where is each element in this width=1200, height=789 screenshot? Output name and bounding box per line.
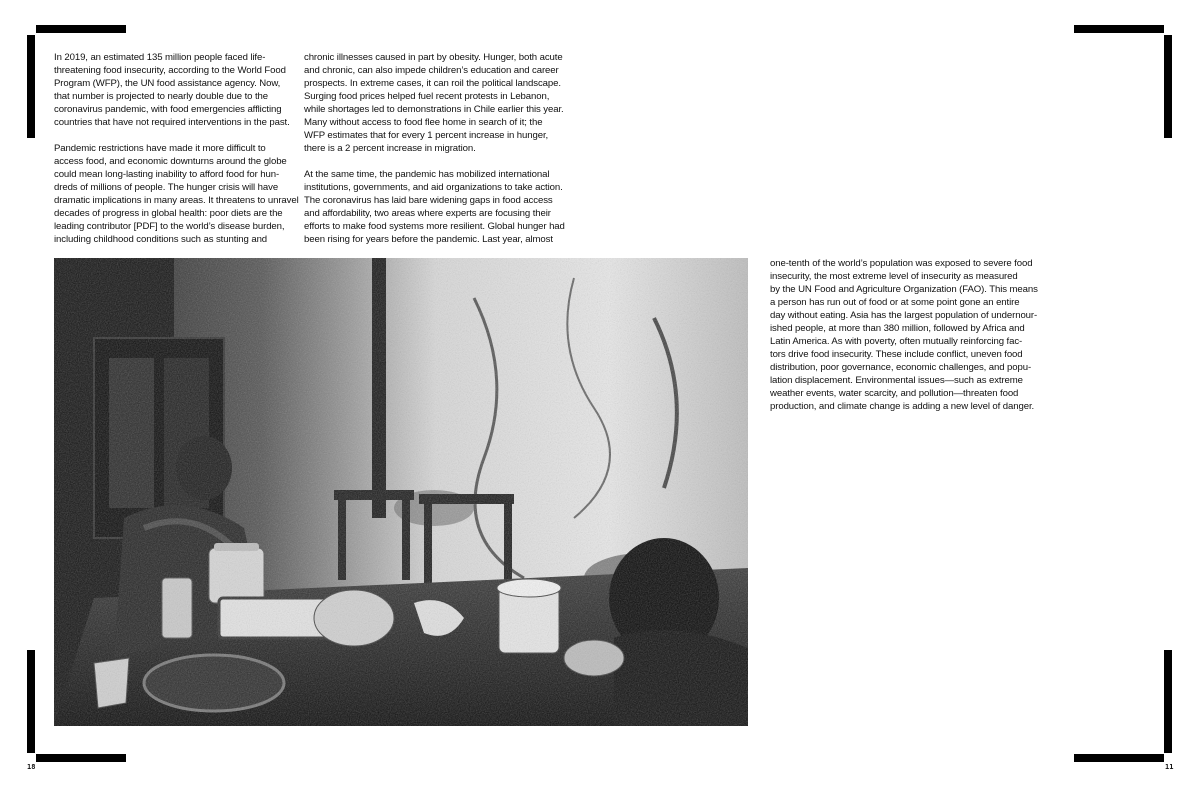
corner-bracket-top-right-horizontal [1074,25,1164,33]
corner-bracket-top-right-vertical [1164,35,1172,138]
corner-bracket-bottom-right-horizontal [1074,754,1164,762]
middle-text-column [304,51,574,259]
page-number-left: 18 [27,763,36,771]
right-text-column [770,257,1050,426]
paragraph: chronic illnesses caused in part by obesity. Hunger, both acute and chronic, can also impede children’s education and career prospects. In extreme cases, it can roil the political landscape. Surging food prices helped fuel recent protests in Lebanon, while shortages led to demonstrations in Chile earlier this year. Many without access to food flee home in search of it; the WFP estimates that for every 1 percent increase in hunger, there is a 2 percent increase in migration. [304,52,564,154]
corner-bracket-bottom-left-horizontal [36,754,126,762]
corner-bracket-top-left-vertical [27,35,35,138]
corner-bracket-bottom-right-vertical [1164,650,1172,753]
left-text-column [54,51,302,259]
corner-bracket-bottom-left-vertical [27,650,35,753]
paragraph: In 2019, an estimated 135 million people faced life- threatening food insecurity, according to the World Food Program (WFP), the UN food assistance agency. Now, that number is projected to nearly double due to the coronavirus pandemic, with food emergencies afflicting countries that have not required interventions in the past. [54,52,290,128]
paragraph: Pandemic restrictions have made it more difficult to access food, and economic downturns around the globe could mean long-lasting inability to afford food for hun- dreds of millions of people. The hunger crisis will have dramatic implications in many areas. It threatens to unravel decades of progress in global health: poor diets are the leading contributor [PDF] to the world’s disease burden, including childhood conditions such as stunting and [54,143,299,245]
paragraph: At the same time, the pandemic has mobilized international institutions, governments, and aid organizations to take action. The coronavirus has laid bare widening gaps in food access and affordability, two areas where experts are focusing their efforts to make food systems more resilient. Global hunger had been rising for years before the pandemic. Last year, almost [304,169,565,245]
page-number-right: 11 [1165,763,1174,771]
corner-bracket-top-left-horizontal [36,25,126,33]
paragraph: one-tenth of the world’s population was exposed to severe food insecurity, the most extreme level of insecurity as measured by the UN Food and Agriculture Organization (FAO). This means a person has run out of food or at some point gone an entire day without eating. Asia has the largest population of undernour- ished people, at more than 380 million, followed by Africa and Latin America. As with poverty, often mutually reinforcing fac- tors drive food insecurity. These include conflict, uneven food distribution, poor governance, economic challenges, and popu- lation displacement. Environmental issues—such as extreme weather events, water scarcity, and pollution—threaten food production, and climate change is adding a new level of danger. [770,258,1038,412]
kitchen-photograph [54,258,748,726]
photo-illustration [54,258,748,726]
